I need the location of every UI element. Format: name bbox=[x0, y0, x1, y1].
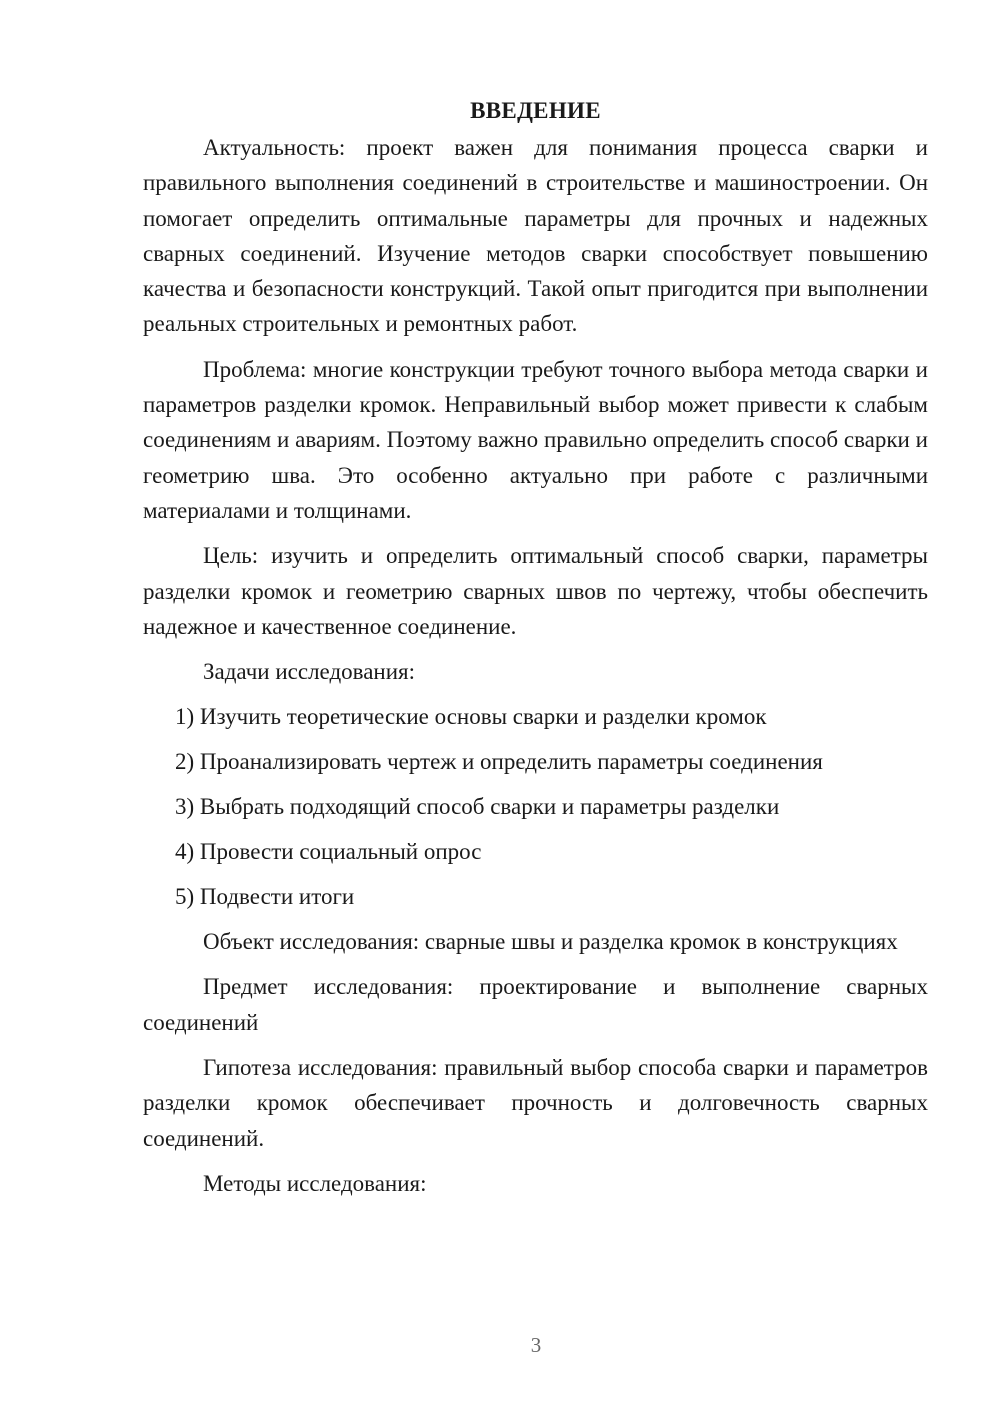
paragraph-relevance: Актуальность: проект важен для понимания процесса сварки и правильного выполнения соединений в строительстве и машиностроении. Он помогает определить оптимальные параметры для прочных и надежных сварных соединений. Изучение методов сварки способствует повышению качества и безопасности конструкций. Такой опыт пригодится при выполнении реальных строительных и ремонтных работ. bbox=[143, 135, 928, 337]
page-number: 3 bbox=[530, 1333, 542, 1357]
paragraph-problem: Проблема: многие конструкции требуют точного выбора метода сварки и параметров разделки кромок. Неправильный выбор может привести к слабым соединениям и авариям. Поэтому важно правильно определить способ сварки и геометрию шва. Это особенно актуально при работе с различными материалами и толщинами. bbox=[143, 356, 928, 523]
list-item: 2) Проанализировать чертеж и определить параметры соединения bbox=[175, 749, 823, 775]
tasks-list bbox=[143, 699, 928, 914]
document-page bbox=[143, 92, 928, 1211]
list-item: 1) Изучить теоретические основы сварки и разделки кромок bbox=[175, 704, 767, 730]
paragraph-goal: Цель: изучить и определить оптимальный способ сварки, параметры разделки кромок и геометрию сварных швов по чертежу, чтобы обеспечить надежное и качественное соединение. bbox=[143, 543, 928, 639]
list-item: 5) Подвести итоги bbox=[175, 884, 355, 910]
paragraph-hypothesis: Гипотеза исследования: правильный выбор способа сварки и параметров разделки кромок обеспечивает прочность и долговечность сварных соединений. bbox=[143, 1055, 928, 1151]
list-item: 4) Провести социальный опрос bbox=[175, 839, 482, 865]
methods-heading: Методы исследования: bbox=[203, 1170, 427, 1196]
list-item: 3) Выбрать подходящий способ сварки и параметры разделки bbox=[175, 794, 780, 820]
paragraph-subject: Предмет исследования: проектирование и выполнение сварных соединений bbox=[143, 974, 928, 1035]
tasks-heading: Задачи исследования: bbox=[203, 659, 416, 685]
paragraph-object: Объект исследования: сварные швы и разделка кромок в конструкциях bbox=[203, 929, 898, 955]
document-title: ВВЕДЕНИЕ bbox=[470, 98, 601, 123]
